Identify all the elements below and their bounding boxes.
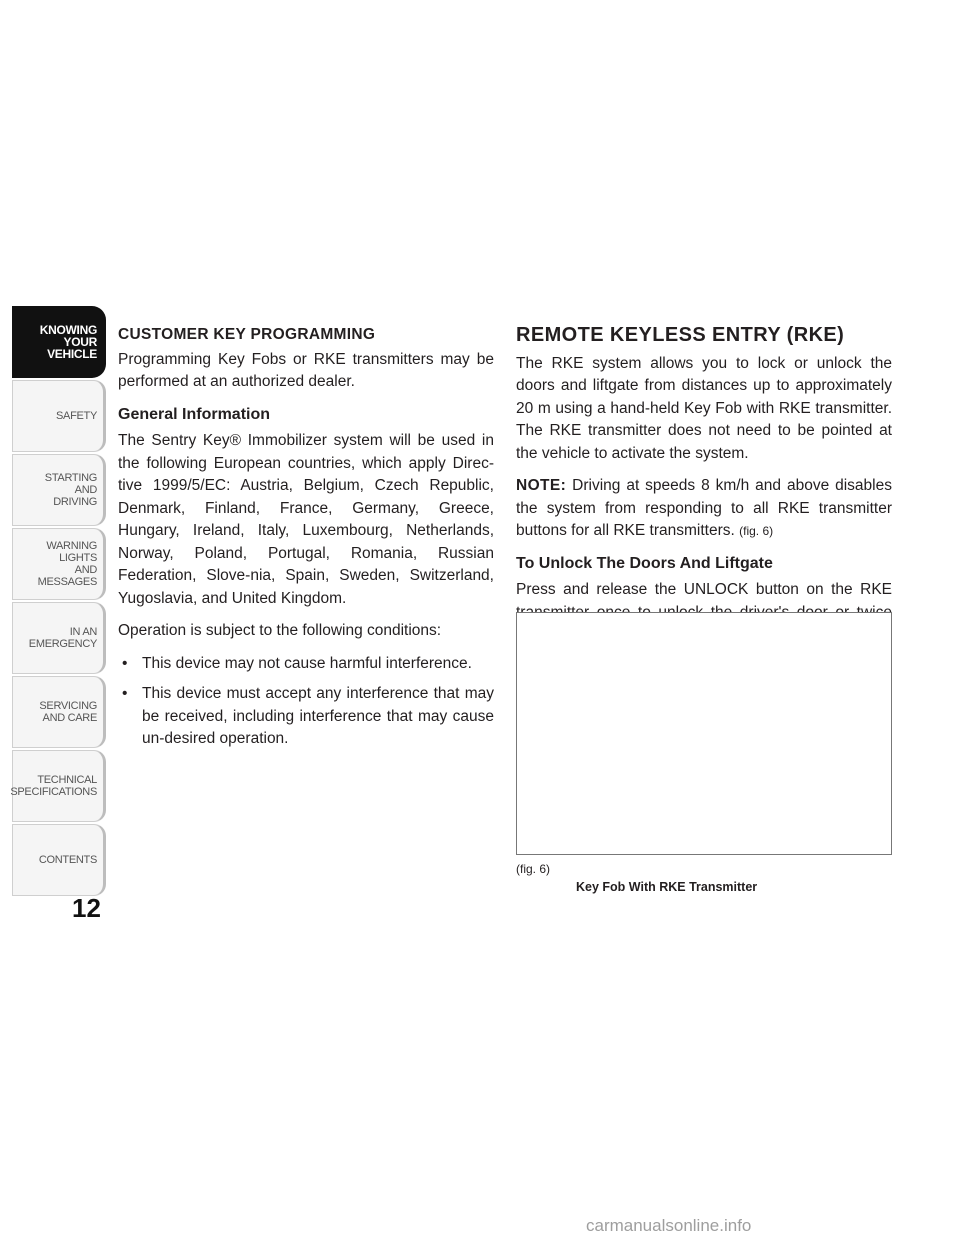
note-paragraph (516, 475, 892, 543)
section-heading: CUSTOMER KEY PROGRAMMING (118, 326, 376, 343)
tab-technical-specifications[interactable] (12, 750, 106, 822)
paragraph: The RKE system allows you to lock or unlock the doors and liftgate from distances up to approximately 20 m using a hand-held Key Fob with RKE transmitter. The RKE transmitter does not need to be pointed at the vehicle to activate the system. (516, 354, 892, 462)
figure-caption: Key Fob With RKE Transmitter (576, 880, 758, 894)
note-text: Driving at speeds 8 km/h and above disables the system from responding to all RKE transmitter buttons for all RKE transmitters. (516, 477, 892, 539)
tab-label: CONTENTS (38, 854, 97, 866)
section-heading: REMOTE KEYLESS ENTRY (RKE) (516, 324, 845, 346)
paragraph: Programming Key Fobs or RKE transmitters may be performed at an authorized dealer. (118, 350, 494, 390)
list-item: • This device must accept any interference that may be received, including interference that may cause un-desired operation. (118, 683, 494, 751)
tab-in-an-emergency[interactable] (12, 602, 106, 674)
figure-reference: (fig. 6) (739, 524, 774, 538)
tab-label: STARTING AND DRIVING (44, 472, 97, 508)
paragraph: Press and release the UNLOCK button on the RKE (516, 581, 892, 598)
left-column (118, 318, 494, 759)
page-number: 12 (72, 893, 101, 923)
subsection-heading: General Information (118, 405, 271, 423)
subsection-heading: To Unlock The Doors And Liftgate (516, 554, 773, 572)
tab-label: WARNING LIGHTS AND MESSAGES (37, 540, 97, 588)
tab-contents[interactable] (12, 824, 106, 896)
tab-label: SAFETY (56, 410, 97, 422)
tab-knowing-your-vehicle[interactable] (12, 306, 106, 378)
tab-label: SERVICING AND CARE (39, 700, 97, 724)
tab-label: TECHNICAL SPECIFICATIONS (10, 774, 97, 798)
tab-label: KNOWING YOUR VEHICLE (39, 323, 97, 361)
paragraph: The Sentry Key® Immobilizer system will be used in the following European countries, which apply Direc-tive 1999/5/EC: Austria, Belgium, Czech Republic, Denmark, Finland, France, Germany, Greece, Hungary, Ireland, Italy, Luxembourg, Netherlands, Norway, Poland, Portugal, Romania, Russian Federation, Slove-nia, Spain, Sweden, Switzerland, Yugoslavia, and United Kingdom. (118, 432, 494, 607)
tab-safety[interactable] (12, 380, 106, 452)
note-label: NOTE: (516, 477, 567, 494)
right-column (516, 318, 892, 657)
tab-warning-lights[interactable] (12, 528, 106, 600)
figure-image-placeholder (516, 612, 892, 855)
watermark: carmanualsonline.info (586, 1216, 752, 1235)
tab-servicing-and-care[interactable] (12, 676, 106, 748)
bullet-list (118, 653, 494, 751)
tab-label: IN AN EMERGENCY (28, 626, 97, 650)
tab-starting-and-driving[interactable] (12, 454, 106, 526)
paragraph: Operation is subject to the following conditions: (118, 622, 442, 639)
figure-label: (fig. 6) (516, 862, 551, 876)
list-item: • This device may not cause harmful interference. (118, 653, 494, 676)
